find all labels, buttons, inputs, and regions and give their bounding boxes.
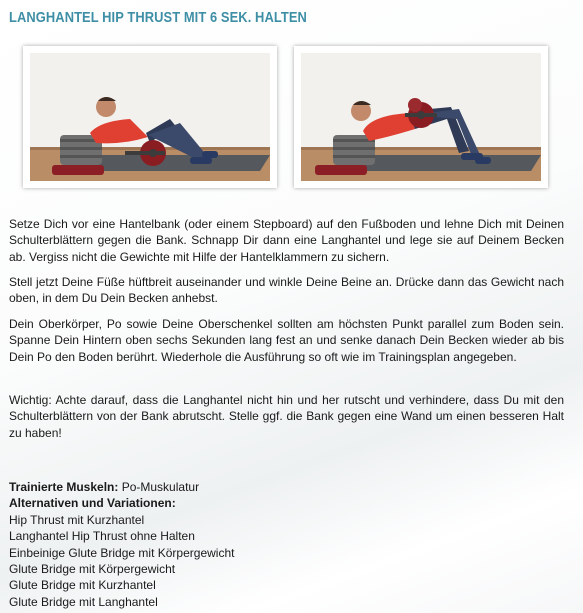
exercise-photo-top [294,46,548,188]
instruction-paragraph-important: Wichtig: Achte darauf, dass die Langhantel nicht hin und her rutscht und verhindere, dass Du mit den Schulterblättern von der Bank abrutscht. Stelle ggf. die Bank gegen eine Wand um einen besseren Halt zu haben! [9,393,564,440]
alternative-item: Glute Bridge mit Körpergewicht [9,562,176,577]
alternative-item: Hip Thrust mit Kurzhantel [9,512,145,527]
alternatives-label: Alternativen und Variationen: [9,496,176,511]
exercise-photo-start [23,46,277,188]
trained-muscles-row [9,479,564,495]
exercise-info [9,479,564,610]
alternative-item: Langhantel Hip Thrust ohne Halten [9,529,195,544]
trained-muscles-value: Po-Muskulatur [118,480,200,494]
alternative-item: Einbeinige Glute Bridge mit Körpergewicht [9,545,235,560]
instruction-paragraph-hold: Dein Oberkörper, Po sowie Deine Oberschenkel sollten am höchsten Punkt parallel zum Boden sein. Spanne Dein Hintern oben sechs Sekunden lang fest an und senke danach Dein Becken wieder ab bis Dein Po den Boden berührt. Wiederhole die Ausführung so oft wie im Trainingsplan angegeben. [9,317,564,364]
trained-muscles-label: Trainierte Muskeln: [9,480,119,494]
alternative-item: Glute Bridge mit Langhantel [9,594,158,609]
alternatives-heading-row [9,495,564,511]
alternative-item: Glute Bridge mit Kurzhantel [9,578,156,593]
instruction-paragraph-lift: Stell jetzt Deine Füße hüftbreit auseinander und winkle Deine Beine an. Drücke dann das Gewicht nach oben, in dem Du Dein Becken anhebst. [9,275,564,306]
page-title: LANGHANTEL HIP THRUST MIT 6 SEK. HALTEN [9,9,307,26]
instruction-paragraph-setup: Setze Dich vor eine Hantelbank (oder einem Stepboard) auf den Fußboden und lehne Dich mit Deinen Schulterblättern gegen die Bank. Schnapp Dir dann eine Langhantel und lege sie auf Deinem Becken ab. Vergiss nicht die Gewichte mit Hilfe der Hantelklammern zu sichern. [9,217,564,264]
